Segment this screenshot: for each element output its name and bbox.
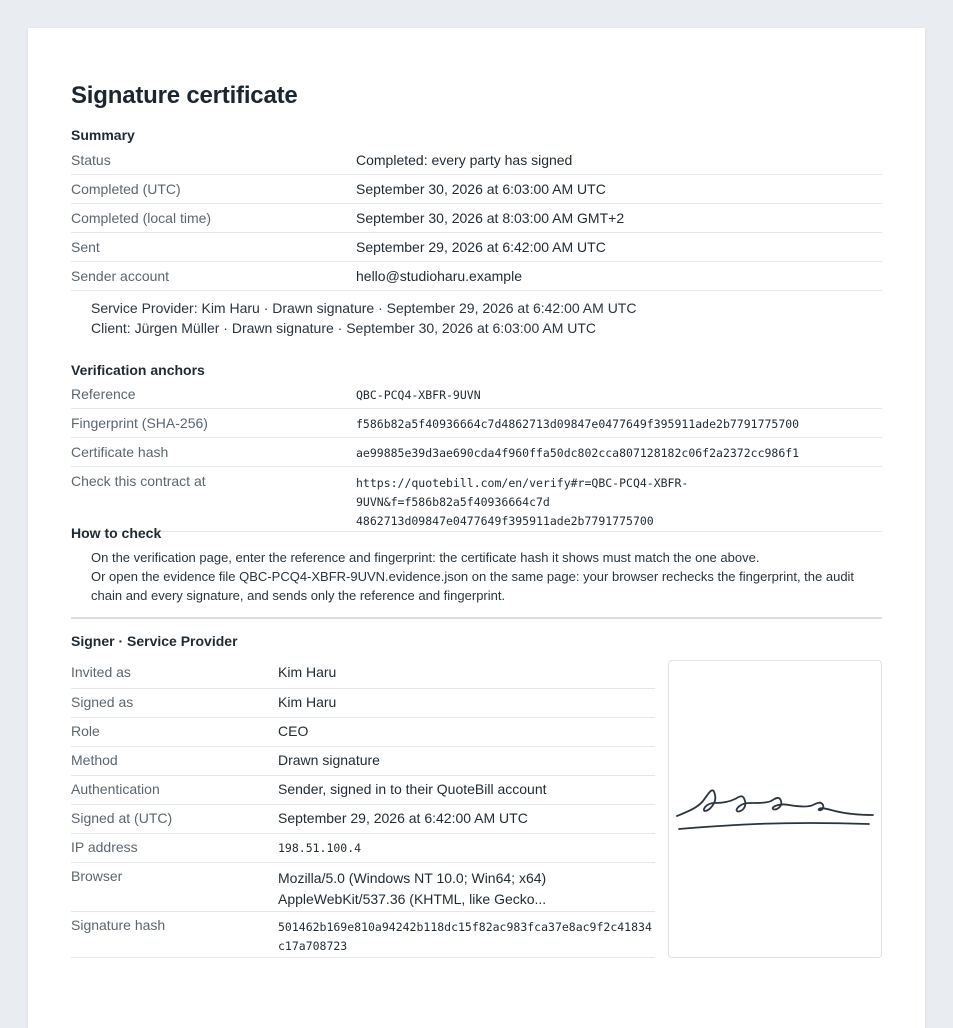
- how-to-check-heading: How to check: [71, 525, 162, 541]
- signer-row-method: [71, 746, 655, 775]
- signer-row-browser: [71, 862, 655, 911]
- verification-label: Reference: [71, 379, 356, 408]
- signer-label: Signed at (UTC): [71, 804, 278, 833]
- reference-value: QBC-PCQ4-XBFR-9UVN: [356, 379, 882, 408]
- signature-hash-line: 501462b169e810a94242b118dc15f82ac983fca37e8ac9f2c41834: [278, 919, 652, 934]
- summary-row-sent: [71, 232, 882, 261]
- signer-row-authentication: [71, 775, 655, 804]
- signer-table: [71, 659, 655, 958]
- party-client: Client: Jürgen Müller · Drawn signature · September 30, 2026 at 6:03:00 AM UTC: [91, 320, 597, 336]
- how-to-check-line: On the verification page, enter the reference and fingerprint: the certificate hash it shows must match the one above.: [91, 550, 760, 565]
- signer-label: Browser: [71, 862, 278, 911]
- signer-row-signature-hash: [71, 911, 655, 957]
- summary-label: Sent: [71, 232, 356, 261]
- verification-row-fingerprint: [71, 408, 882, 437]
- verification-heading: Verification anchors: [71, 362, 205, 378]
- summary-value: September 29, 2026 at 6:42:00 AM UTC: [356, 232, 882, 261]
- signer-value: CEO: [278, 717, 655, 746]
- summary-label: Completed (UTC): [71, 174, 356, 203]
- verification-row-certificate-hash: [71, 437, 882, 466]
- verify-link-line[interactable]: 4862713d09847e0477649f395911ade2b7791775700: [356, 513, 654, 528]
- summary-row-status: [71, 145, 882, 174]
- summary-value: Completed: every party has signed: [356, 145, 882, 174]
- verification-label: Certificate hash: [71, 437, 356, 466]
- signature-image-box: [668, 660, 882, 958]
- verification-row-reference: [71, 379, 882, 408]
- signer-value: 198.51.100.4: [278, 833, 655, 862]
- verification-row-check-url: [71, 466, 882, 531]
- signer-value: Kim Haru: [278, 659, 655, 688]
- signer-value: Kim Haru: [278, 688, 655, 717]
- browser-line: AppleWebKit/537.36 (KHTML, like Gecko...: [278, 890, 547, 907]
- summary-table: [71, 145, 882, 291]
- verification-label: Check this contract at: [71, 466, 356, 531]
- signer-row-invited-as: [71, 659, 655, 688]
- signer-value: [278, 862, 655, 911]
- signer-row-role: [71, 717, 655, 746]
- summary-label: Status: [71, 145, 356, 174]
- verification-table: [71, 379, 882, 532]
- certificate-hash-value: ae99885e39d3ae690cda4f960ffa50dc802cca807128182c06f2a2372cc986f1: [356, 437, 882, 466]
- fingerprint-value: f586b82a5f40936664c7d4862713d09847e0477649f395911ade2b7791775700: [356, 408, 882, 437]
- summary-value: hello@studioharu.example: [356, 261, 882, 290]
- party-service-provider: Service Provider: Kim Haru · Drawn signature · September 29, 2026 at 6:42:00 AM UTC: [91, 300, 637, 316]
- signature-hash-line: c17a708723: [278, 938, 348, 953]
- how-to-check-line: Or open the evidence file QBC-PCQ4-XBFR-9UVN.evidence.json on the same page: your browser rechecks the fingerprint, the audit: [91, 569, 855, 584]
- page-title: Signature certificate: [71, 82, 298, 109]
- certificate-page: [28, 28, 925, 1028]
- summary-row-completed-utc: [71, 174, 882, 203]
- signer-value: Sender, signed in to their QuoteBill account: [278, 775, 655, 804]
- summary-value: September 30, 2026 at 8:03:00 AM GMT+2: [356, 203, 882, 232]
- signer-label: Signature hash: [71, 911, 278, 957]
- summary-heading: Summary: [71, 127, 135, 143]
- drawn-signature-image: [669, 661, 881, 957]
- summary-row-sender-account: [71, 261, 882, 290]
- signer-heading: Signer · Service Provider: [71, 633, 238, 649]
- section-divider: [71, 617, 882, 619]
- signer-value: Drawn signature: [278, 746, 655, 775]
- signer-label: Invited as: [71, 659, 278, 688]
- verify-link[interactable]: [356, 466, 882, 531]
- how-to-check-line: chain and every signature, and sends only the reference and fingerprint.: [91, 588, 506, 603]
- signer-row-signed-at: [71, 804, 655, 833]
- summary-label: Completed (local time): [71, 203, 356, 232]
- verify-link-line[interactable]: https://quotebill.com/en/verify#r=QBC-PCQ4-XBFR-9UVN&f=f586b82a5f40936664c7d: [356, 475, 689, 509]
- signer-label: IP address: [71, 833, 278, 862]
- signer-row-signed-as: [71, 688, 655, 717]
- how-to-check-text: [91, 548, 881, 605]
- parties-list: [91, 298, 636, 338]
- signer-row-ip-address: [71, 833, 655, 862]
- signer-label: Role: [71, 717, 278, 746]
- summary-value: September 30, 2026 at 6:03:00 AM UTC: [356, 174, 882, 203]
- summary-row-completed-local: [71, 203, 882, 232]
- signer-value: [278, 911, 655, 957]
- summary-label: Sender account: [71, 261, 356, 290]
- browser-line: Mozilla/5.0 (Windows NT 10.0; Win64; x64): [278, 869, 547, 886]
- signer-value: September 29, 2026 at 6:42:00 AM UTC: [278, 804, 655, 833]
- signer-label: Authentication: [71, 775, 278, 804]
- signer-label: Signed as: [71, 688, 278, 717]
- verification-label: Fingerprint (SHA-256): [71, 408, 356, 437]
- signer-label: Method: [71, 746, 278, 775]
